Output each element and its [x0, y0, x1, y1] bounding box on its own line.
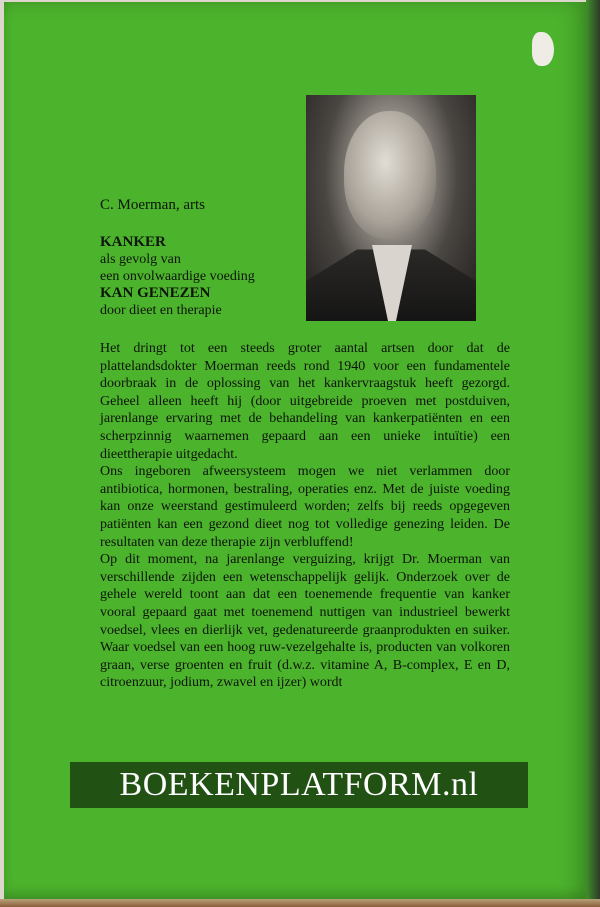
blurb-text	[100, 340, 510, 692]
book-title	[100, 234, 255, 319]
portrait-head	[344, 111, 436, 239]
title-line-1: KANKER	[100, 234, 166, 250]
title-line-2: als gevolg van	[100, 252, 181, 267]
author-name: C. Moerman, arts	[100, 197, 205, 213]
spine-edge	[586, 0, 600, 907]
author-portrait-photo	[306, 95, 476, 321]
bottom-page-edge	[0, 899, 600, 907]
title-line-3: een onvolwaardige voeding	[100, 269, 255, 284]
torn-corner	[532, 32, 554, 66]
blurb-paragraph-1: Het dringt tot een steeds groter aantal artsen door dat de plattelandsdokter Moerman reeds rond 1940 voor een fundamentele doorbraak in de oplossing van het kankervraagstuk heeft gezorgd. Geheel alleen heeft hij (door uitgebreide proeven met postduiven, jarenlange ervaring met de behandeling van kankerpatiënten en een scherpzinnig waarnemen gepaard aan een unieke intuïtie) een dieettherapie uitgedacht.	[100, 341, 510, 462]
title-line-5: door dieet en therapie	[100, 303, 222, 318]
watermark-banner	[70, 762, 528, 808]
watermark-text: BOEKENPLATFORM.nl	[119, 766, 479, 803]
blurb-paragraph-2: Ons ingeboren afweersysteem mogen we niet verlammen door antibiotica, hormonen, bestraling, operaties enz. Met de juiste voeding kan onze weerstand gestimuleerd worden; zelfs bij reeds opgegeven patiënten kan een gezond dieet nog tot volledige genezing leiden. De resultaten van deze therapie zijn verbluffend!	[100, 464, 510, 550]
blurb-paragraph-3: Op dit moment, na jarenlange verguizing, krijgt Dr. Moerman van verschillende zijden een wetenschappelijk gelijk. Onderzoek over de gehele wereld toont aan dat een toenemende frequentie van kanker vooral gepaard gaat met toenemend nuttigen van industrieel bewerkt voedsel, vlees en dierlijk vet, gedenatureerde graanprodukten en suiker. Waar voedsel van een hoog ruw-vezelgehalte is, producten van volkoren graan, verse groenten en fruit (d.w.z. vitamine A, B-complex, E en D, citroenzuur, jodium, zwavel en ijzer) wordt	[100, 552, 510, 691]
title-line-4: KAN GENEZEN	[100, 285, 211, 301]
